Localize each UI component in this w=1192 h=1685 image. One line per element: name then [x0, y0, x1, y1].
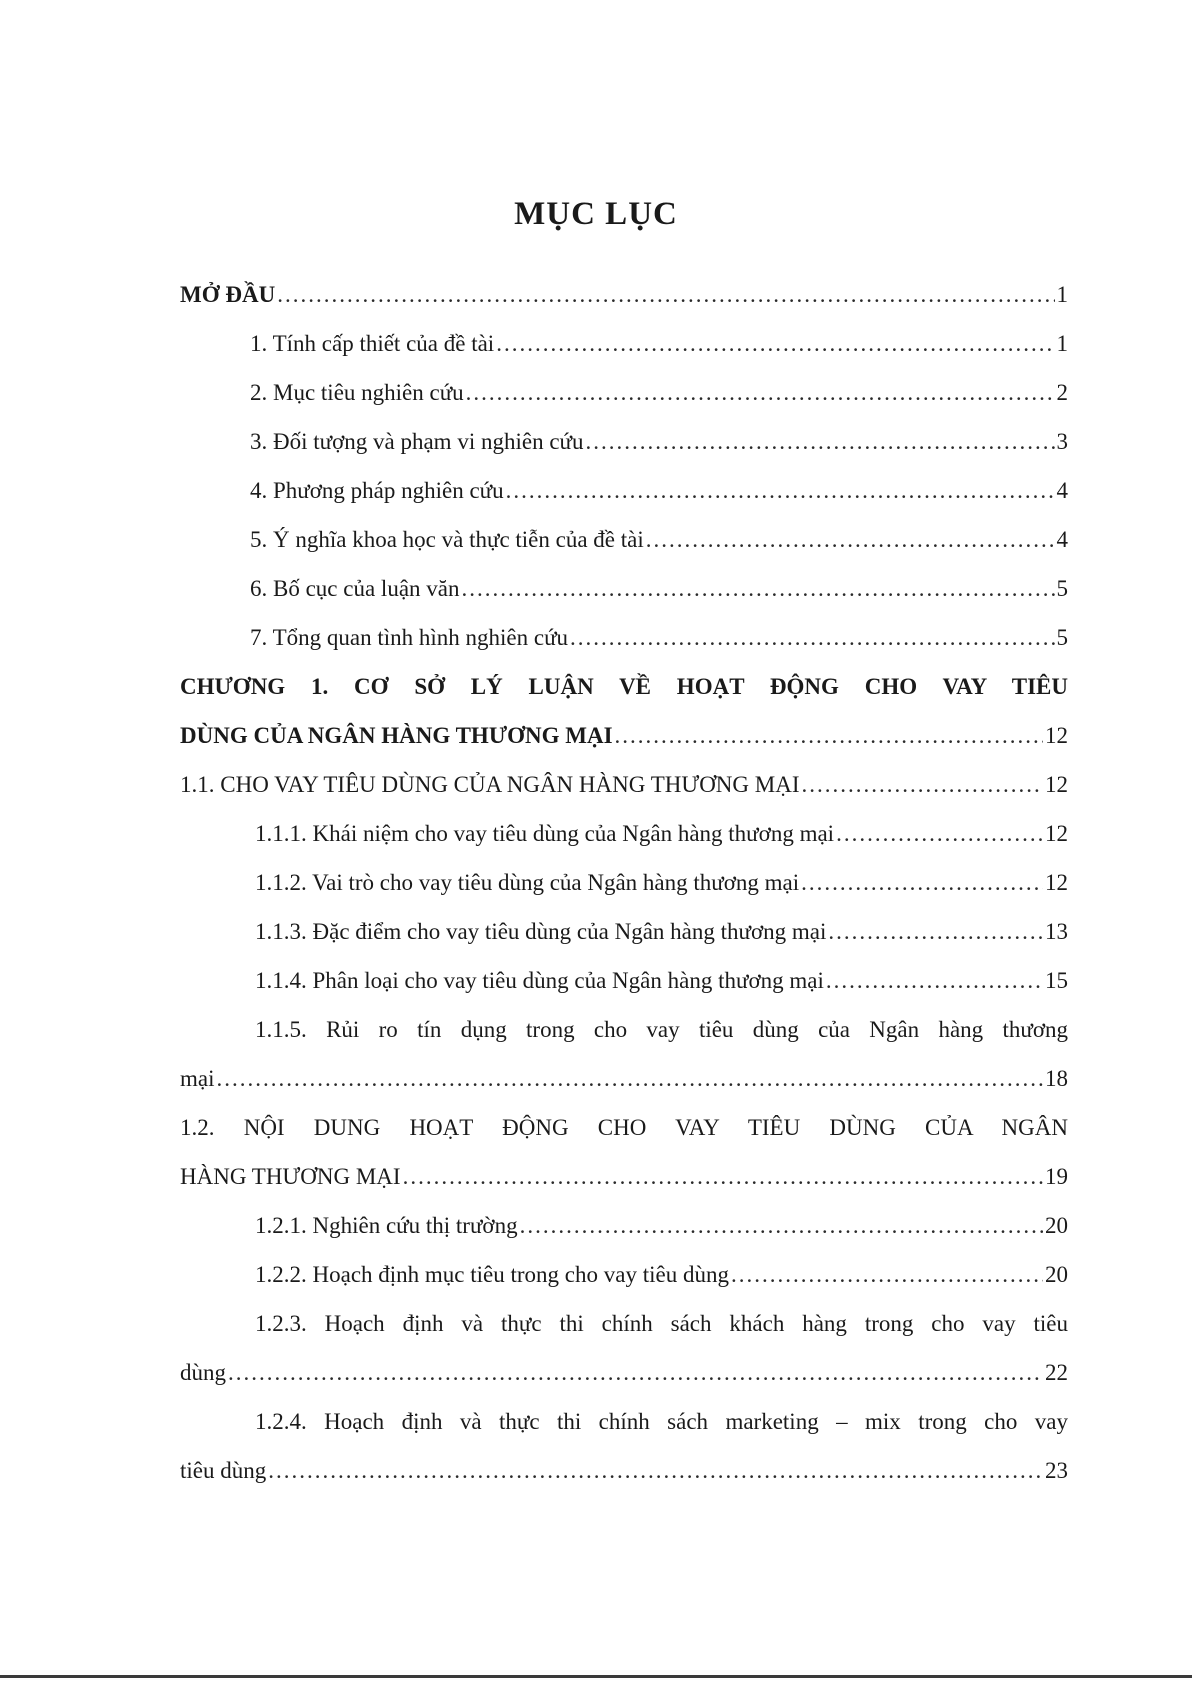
toc-entry-text: 1.1.5. Rủi ro tín dụng trong cho vay tiêu dùng của Ngân hàng thương: [255, 1017, 1068, 1042]
toc-entry-text: 1. Tính cấp thiết của đề tài: [250, 331, 495, 356]
toc-entry-1-1[interactable]: [180, 760, 1068, 809]
toc-leader: [828, 907, 1043, 956]
toc-entry-text: CHƯƠNG 1. CƠ SỞ LÝ LUẬN VỀ HOẠT ĐỘNG CHO VAY TIÊU: [180, 674, 1068, 699]
toc-entry-4[interactable]: [180, 466, 1068, 515]
toc-page-number: 12: [1045, 772, 1068, 797]
toc-entry-text: DÙNG CỦA NGÂN HÀNG THƯƠNG MẠI: [180, 723, 613, 748]
toc-entry-5[interactable]: [180, 515, 1068, 564]
toc-entry-text: 1.1.1. Khái niệm cho vay tiêu dùng của Ngân hàng thương mại: [255, 821, 835, 846]
toc-entry-6[interactable]: [180, 564, 1068, 613]
toc-leader: [403, 1152, 1043, 1201]
toc-page-number: 1: [1056, 331, 1068, 356]
toc-page-number: 12: [1045, 870, 1068, 895]
toc-entry-text: 1.2.2. Hoạch định mục tiêu trong cho vay tiêu dùng: [255, 1262, 729, 1287]
toc-page-number: 2: [1056, 380, 1068, 405]
toc-entry-1-1-5-line1[interactable]: [180, 1005, 1068, 1054]
toc-leader: [506, 466, 1055, 515]
table-of-contents: [180, 270, 1068, 1495]
toc-page-number: 5: [1056, 576, 1068, 601]
toc-leader: [496, 319, 1054, 368]
toc-entry-1-2-line2[interactable]: [180, 1152, 1068, 1201]
toc-page-number: 20: [1045, 1213, 1068, 1238]
toc-page-number: 18: [1045, 1066, 1068, 1091]
toc-entry-text: mại: [180, 1066, 215, 1091]
toc-leader: [731, 1250, 1043, 1299]
toc-page-number: 1: [1056, 282, 1068, 307]
toc-page-number: 4: [1056, 527, 1068, 552]
toc-entry-text: dùng: [180, 1360, 226, 1385]
toc-entry-chapter-1-line2[interactable]: [180, 711, 1068, 760]
toc-entry-text: tiêu dùng: [180, 1458, 267, 1483]
toc-leader: [217, 1054, 1044, 1103]
toc-entry-text: 4. Phương pháp nghiên cứu: [250, 478, 504, 503]
toc-entry-chapter-1-line1[interactable]: [180, 662, 1068, 711]
toc-entry-1[interactable]: [180, 319, 1068, 368]
toc-page-number: 5: [1056, 625, 1068, 650]
toc-leader: [826, 956, 1043, 1005]
toc-leader: [615, 711, 1043, 760]
toc-page-number: 4: [1056, 478, 1068, 503]
toc-leader: [466, 368, 1055, 417]
toc-entry-text: 6. Bố cục của luận văn: [250, 576, 460, 601]
toc-leader: [801, 858, 1043, 907]
toc-entry-2[interactable]: [180, 368, 1068, 417]
toc-leader: [520, 1201, 1043, 1250]
toc-entry-1-2-3-line1[interactable]: [180, 1299, 1068, 1348]
toc-entry-1-2-3-line2[interactable]: [180, 1348, 1068, 1397]
toc-page-number: 22: [1045, 1360, 1068, 1385]
toc-leader: [277, 270, 1054, 319]
toc-entry-text: 3. Đối tượng và phạm vi nghiên cứu: [250, 429, 584, 454]
toc-page-number: 20: [1045, 1262, 1068, 1287]
toc-page-number: 19: [1045, 1164, 1068, 1189]
toc-entry-mo-dau[interactable]: [180, 270, 1068, 319]
toc-page-number: 23: [1045, 1458, 1068, 1483]
toc-entry-text: 1.2. NỘI DUNG HOẠT ĐỘNG CHO VAY TIÊU DÙNG CỦA NGÂN: [180, 1115, 1068, 1140]
toc-leader: [461, 564, 1054, 613]
toc-entry-1-2-4-line2[interactable]: [180, 1446, 1068, 1495]
toc-entry-1-2-line1[interactable]: [180, 1103, 1068, 1152]
toc-entry-text: 1.2.3. Hoạch định và thực thi chính sách khách hàng trong cho vay tiêu: [255, 1311, 1068, 1336]
toc-entry-3[interactable]: [180, 417, 1068, 466]
toc-entry-1-1-3[interactable]: [180, 907, 1068, 956]
toc-leader: [836, 809, 1043, 858]
toc-leader: [646, 515, 1055, 564]
toc-entry-1-1-1[interactable]: [180, 809, 1068, 858]
toc-page-number: 13: [1045, 919, 1068, 944]
toc-entry-text: MỞ ĐẦU: [180, 282, 276, 307]
toc-entry-text: 2. Mục tiêu nghiên cứu: [250, 380, 464, 405]
toc-entry-7[interactable]: [180, 613, 1068, 662]
toc-page-number: 12: [1045, 723, 1068, 748]
toc-entry-1-2-2[interactable]: [180, 1250, 1068, 1299]
toc-entry-text: 1.1. CHO VAY TIÊU DÙNG CỦA NGÂN HÀNG THƯƠNG MẠI: [180, 772, 800, 797]
toc-entry-1-2-1[interactable]: [180, 1201, 1068, 1250]
toc-page-number: 12: [1045, 821, 1068, 846]
toc-entry-text: 1.2.4. Hoạch định và thực thi chính sách marketing – mix trong cho vay: [255, 1409, 1068, 1434]
toc-leader: [586, 417, 1055, 466]
toc-entry-text: HÀNG THƯƠNG MẠI: [180, 1164, 401, 1189]
toc-leader: [802, 760, 1044, 809]
page-bottom-edge: [0, 1675, 1192, 1678]
toc-entry-text: 1.2.1. Nghiên cứu thị trường: [255, 1213, 518, 1238]
toc-leader: [570, 613, 1054, 662]
page-title: MỤC LỤC: [514, 196, 678, 232]
toc-entry-1-1-4[interactable]: [180, 956, 1068, 1005]
toc-entry-text: 7. Tổng quan tình hình nghiên cứu: [250, 625, 569, 650]
toc-entry-1-1-5-line2[interactable]: [180, 1054, 1068, 1103]
toc-entry-text: 1.1.4. Phân loại cho vay tiêu dùng của Ngân hàng thương mại: [255, 968, 824, 993]
toc-page-number: 15: [1045, 968, 1068, 993]
toc-entry-text: 1.1.2. Vai trò cho vay tiêu dùng của Ngân hàng thương mại: [255, 870, 800, 895]
toc-entry-1-1-2[interactable]: [180, 858, 1068, 907]
toc-entry-text: 1.1.3. Đặc điểm cho vay tiêu dùng của Ngân hàng thương mại: [255, 919, 827, 944]
toc-entry-text: 5. Ý nghĩa khoa học và thực tiễn của đề tài: [250, 527, 644, 552]
toc-entry-1-2-4-line1[interactable]: [180, 1397, 1068, 1446]
toc-page-number: 3: [1056, 429, 1068, 454]
toc-leader: [228, 1348, 1043, 1397]
toc-leader: [268, 1446, 1043, 1495]
